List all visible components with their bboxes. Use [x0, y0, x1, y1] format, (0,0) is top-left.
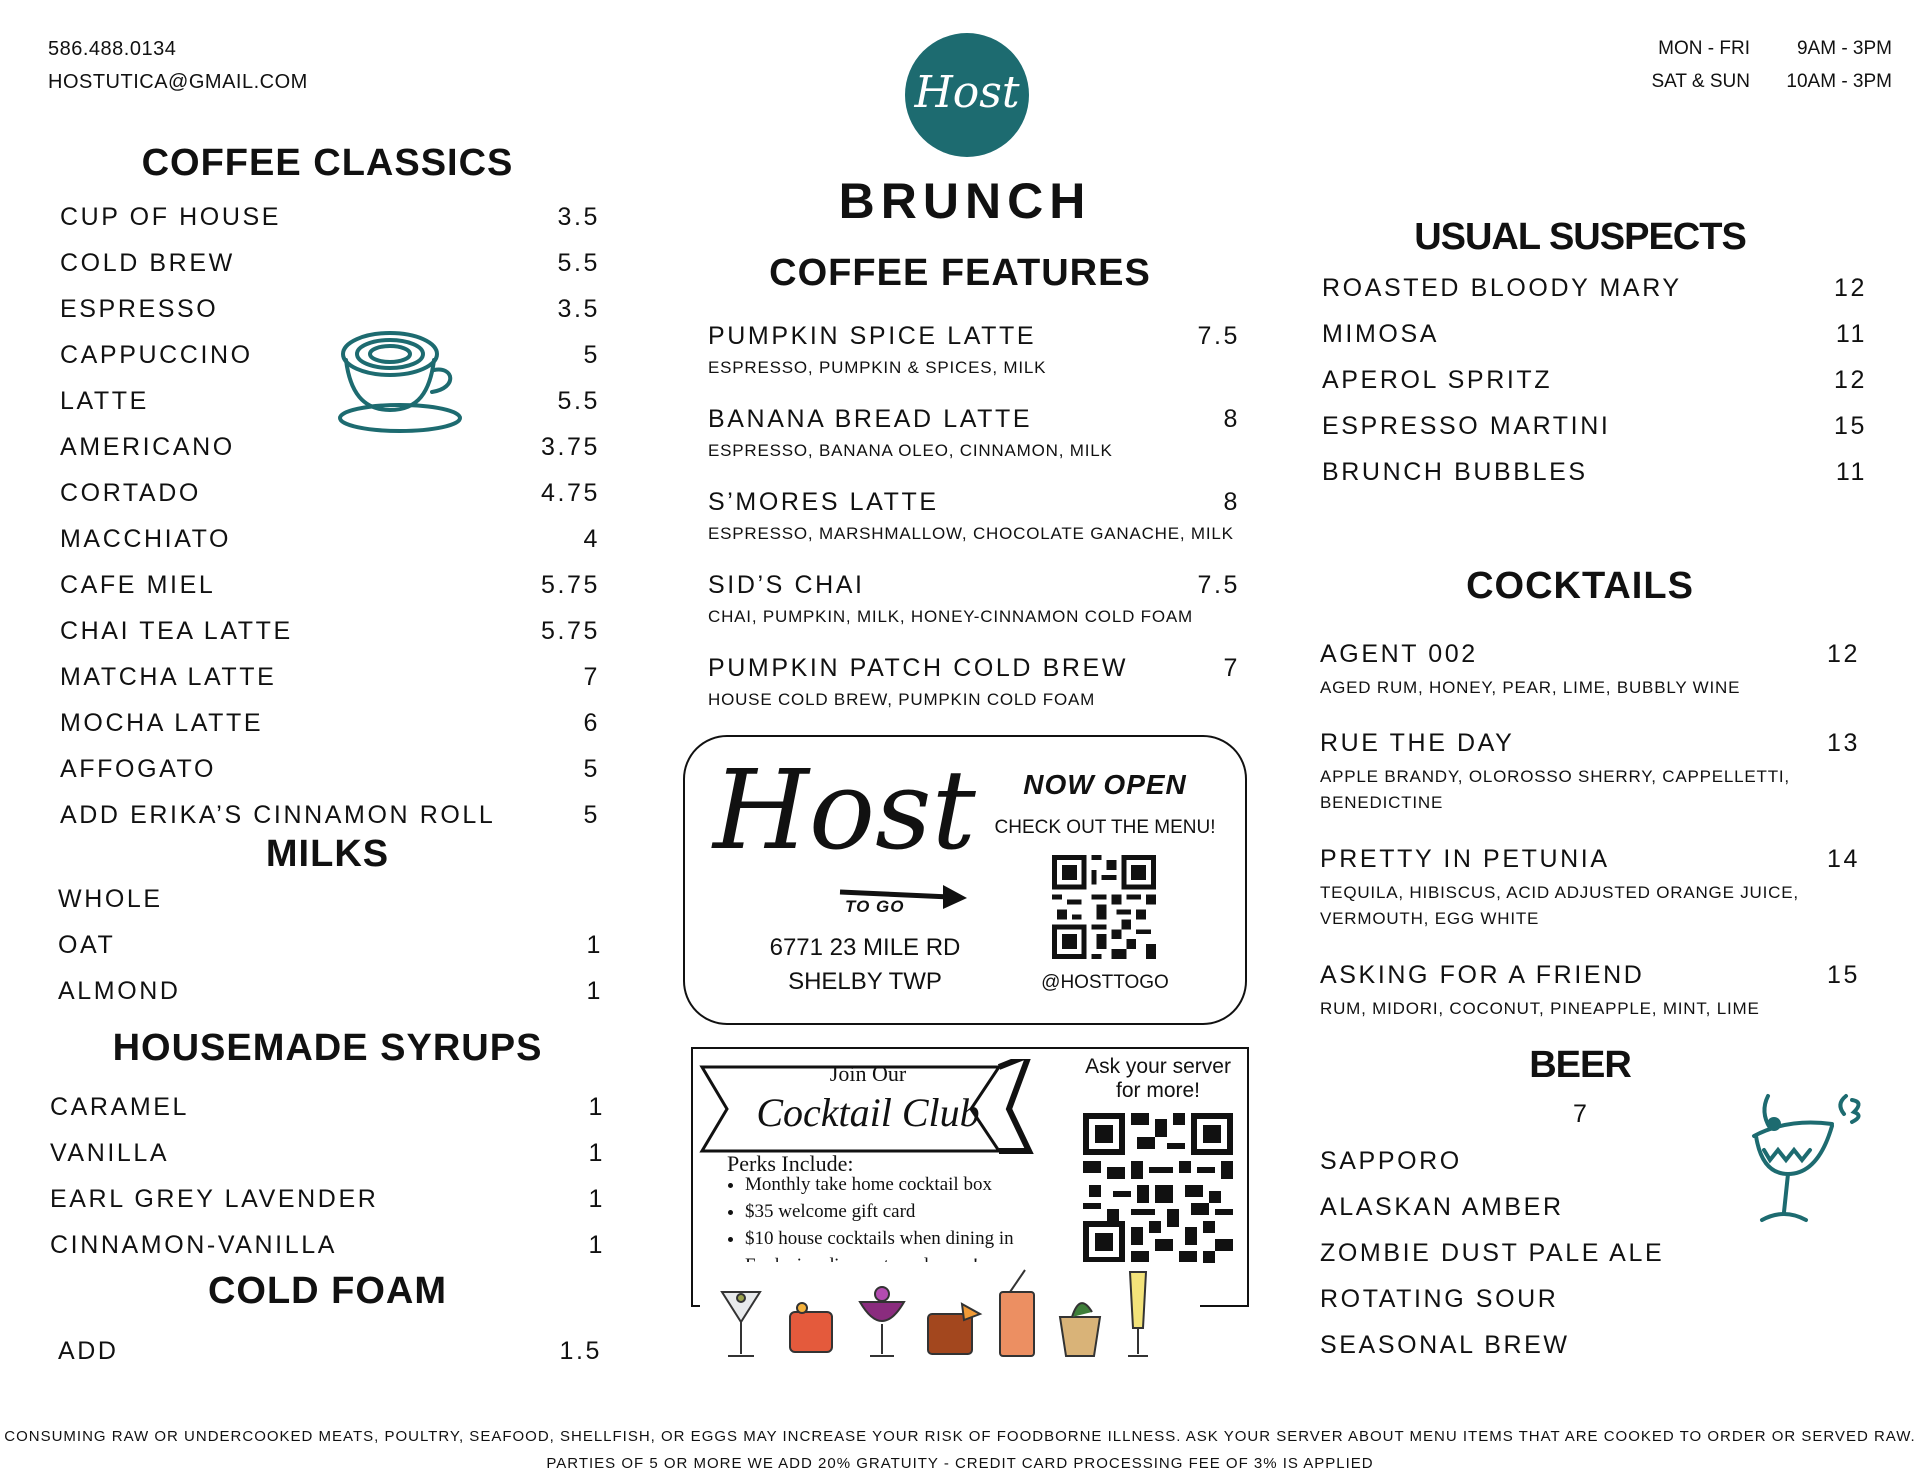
menu-item-name: RUE THE DAY [1320, 729, 1515, 757]
menu-item-name: CAPPUCCINO [60, 341, 253, 369]
menu-item-name: PRETTY IN PETUNIA [1320, 845, 1610, 873]
menu-item-name: CAFE MIEL [60, 571, 216, 599]
menu-item [60, 617, 600, 646]
menu-item-name: VANILLA [50, 1139, 170, 1167]
menu-item-name: PUMPKIN PATCH COLD BREW [708, 654, 1129, 682]
hours-days: MON - FRI [1658, 38, 1750, 59]
menu-item [60, 801, 600, 830]
menu-item-price: 1 [586, 931, 603, 959]
menu-item-name: OAT [58, 931, 116, 959]
menu-item-name: CINNAMON-VANILLA [50, 1231, 338, 1259]
menu-item-name: MACCHIATO [60, 525, 232, 553]
menu-item-price: 8 [1223, 405, 1240, 433]
beer-item: SEASONAL BREW [1320, 1331, 1570, 1359]
menu-item-name: PUMPKIN SPICE LATTE [708, 322, 1037, 350]
milks-title: MILKS [265, 833, 390, 875]
menu-item-name: S’MORES LATTE [708, 488, 939, 516]
menu-item [50, 1185, 605, 1214]
host-to-go-logo: Host [713, 746, 976, 874]
menu-item [1322, 366, 1867, 395]
menu-item-price: 11 [1835, 320, 1867, 348]
menu-item [1320, 961, 1860, 990]
menu-item-price: 11 [1835, 458, 1867, 486]
syrups-title: HOUSEMADE SYRUPS [112, 1027, 543, 1069]
menu-item-description: TEQUILA, HIBISCUS, ACID ADJUSTED ORANGE JUICE, [1320, 883, 1799, 902]
cocktail-glass-icon [1748, 1088, 1868, 1230]
host-to-go-handle[interactable]: @HOSTTOGO [1041, 972, 1169, 993]
menu-item [1322, 458, 1867, 487]
host-to-go-address1: 6771 23 MILE RD [769, 934, 961, 961]
menu-item [1322, 412, 1867, 441]
menu-item [60, 249, 600, 278]
coffee-cup-icon [338, 330, 468, 435]
menu-item [1322, 320, 1867, 349]
hours-time: 10AM - 3PM [1786, 71, 1892, 92]
flute-glass-icon [1128, 1272, 1148, 1356]
menu-item-description: HOUSE COLD BREW, PUMPKIN COLD FOAM [708, 690, 1096, 709]
menu-item-price: 12 [1833, 366, 1867, 394]
menu-item [1322, 274, 1867, 303]
beer-price: 7 [1573, 1100, 1587, 1128]
cocktails-title: COCKTAILS [1466, 565, 1694, 607]
menu-item-price: 1 [588, 1185, 605, 1213]
menu-item-price: 14 [1826, 845, 1860, 873]
menu-item-price: 5 [583, 755, 600, 783]
menu-item-name: AGENT 002 [1320, 640, 1478, 668]
perks-title: Perks Include: [727, 1151, 854, 1176]
menu-item-name: WHOLE [58, 885, 163, 913]
menu-item [708, 571, 1240, 600]
menu-item-price: 1.5 [559, 1337, 602, 1365]
perk-item: • $35 welcome gift card [745, 1198, 1014, 1225]
martini-glass-icon [722, 1292, 760, 1356]
menu-item-name: CORTADO [60, 479, 201, 507]
menu-item-name: ADD ERIKA’S CINNAMON ROLL [60, 801, 496, 829]
menu-item-name: MATCHA LATTE [60, 663, 277, 691]
now-open-label: NOW OPEN [1023, 769, 1187, 800]
menu-item-name: ESPRESSO [60, 295, 219, 323]
menu-item-price: 8 [1223, 488, 1240, 516]
menu-item-price: 1 [588, 1093, 605, 1121]
menu-item-price: 1 [588, 1231, 605, 1259]
menu-item [60, 571, 600, 600]
host-to-go-subtext: TO GO [845, 897, 905, 916]
menu-item [1320, 729, 1860, 758]
menu-item-price: 3.75 [540, 433, 600, 461]
menu-item-price: 5.75 [540, 571, 600, 599]
menu-item-name: APEROL SPRITZ [1322, 366, 1553, 394]
menu-item-name: ESPRESSO MARTINI [1322, 412, 1611, 440]
menu-item-description: VERMOUTH, EGG WHITE [1320, 909, 1540, 928]
menu-item [60, 479, 600, 508]
hours-days: SAT & SUN [1651, 71, 1750, 92]
menu-item [60, 341, 600, 370]
host-to-go-address2: SHELBY TWP [788, 968, 942, 995]
menu-item-description: ESPRESSO, PUMPKIN & SPICES, MILK [708, 358, 1047, 377]
menu-item-price: 7.5 [1197, 322, 1240, 350]
menu-item [1320, 640, 1860, 669]
menu-item [58, 885, 603, 914]
host-logo [905, 33, 1029, 157]
beer-item: ROTATING SOUR [1320, 1285, 1559, 1313]
menu-item-name: MOCHA LATTE [60, 709, 264, 737]
coffee-classics-title: COFFEE CLASSICS [141, 142, 514, 184]
menu-item [58, 931, 603, 960]
menu-item-price: 5 [583, 801, 600, 829]
menu-item-description: RUM, MIDORI, COCONUT, PINEAPPLE, MINT, LIME [1320, 999, 1760, 1018]
menu-item-name: COLD BREW [60, 249, 235, 277]
menu-item-price: 15 [1833, 412, 1867, 440]
menu-item-price: 7 [1223, 654, 1240, 682]
beer-item: SAPPORO [1320, 1147, 1462, 1175]
perk-item: • $10 house cocktails when dining in [745, 1225, 1014, 1252]
menu-item-price: 5 [583, 341, 600, 369]
menu-item-name: SID’S CHAI [708, 571, 865, 599]
menu-item [60, 663, 600, 692]
menu-item [708, 405, 1240, 434]
footer-disclaimer: CONSUMING RAW OR UNDERCOOKED MEATS, POULTRY, SEAFOOD, SHELLFISH, OR EGGS MAY INCREASE YOUR RISK OF FOODBORNE ILLNESS. ASK YOUR SERVER ABOUT MENU ITEMS THAT ARE COOKED TO ORDER OR SERVED RAW. [4, 1428, 1916, 1445]
menu-item [60, 433, 600, 462]
menu-item-description: CHAI, PUMPKIN, MILK, HONEY-CINNAMON COLD FOAM [708, 607, 1193, 626]
host-logo-text: Host [914, 67, 1020, 118]
menu-item [60, 709, 600, 738]
menu-item-description: ESPRESSO, BANANA OLEO, CINNAMON, MILK [708, 441, 1113, 460]
menu-item-price: 4 [583, 525, 600, 553]
menu-item-price: 5.5 [557, 249, 600, 277]
menu-item [708, 654, 1240, 683]
menu-item-price: 5.75 [540, 617, 600, 645]
menu-item-price: 3.5 [557, 295, 600, 323]
menu-item [50, 1231, 605, 1260]
menu-item-price: 13 [1826, 729, 1860, 757]
qr-code-icon[interactable] [1083, 1113, 1233, 1263]
footer-gratuity: PARTIES OF 5 OR MORE WE ADD 20% GRATUITY - CREDIT CARD PROCESSING FEE OF 3% IS APPLIED [546, 1455, 1374, 1472]
beer-title: BEER [1529, 1044, 1631, 1086]
menu-item [60, 755, 600, 784]
menu-item-name: BRUNCH BUBBLES [1322, 458, 1588, 486]
beer-item: ZOMBIE DUST PALE ALE [1320, 1239, 1665, 1267]
menu-item-description: AGED RUM, HONEY, PEAR, LIME, BUBBLY WINE [1320, 678, 1741, 697]
menu-item [708, 488, 1240, 517]
beer-item: ALASKAN AMBER [1320, 1193, 1564, 1221]
menu-item-description: APPLE BRANDY, OLOROSSO SHERRY, CAPPELLETTI, [1320, 767, 1790, 786]
cocktail-illustrations [700, 1262, 1200, 1374]
menu-item-price: 7.5 [1197, 571, 1240, 599]
menu-item [60, 387, 600, 416]
menu-item-name: ASKING FOR A FRIEND [1320, 961, 1645, 989]
menu-item-name: BANANA BREAD LATTE [708, 405, 1033, 433]
menu-item-name: EARL GREY LAVENDER [50, 1185, 379, 1213]
menu-item-price: 12 [1826, 640, 1860, 668]
menu-item-name: LATTE [60, 387, 149, 415]
perk-item: • Monthly take home cocktail box [745, 1171, 1014, 1198]
menu-item [50, 1093, 605, 1122]
cold-foam-title: COLD FOAM [207, 1270, 448, 1312]
menu-item-name: MIMOSA [1322, 320, 1439, 348]
menu-item [58, 1337, 602, 1366]
menu-item [60, 295, 600, 324]
menu-item [708, 322, 1240, 351]
menu-item-price: 3.5 [557, 203, 600, 231]
menu-item-name: ROASTED BLOODY MARY [1322, 274, 1682, 302]
coffee-features-title: COFFEE FEATURES [769, 252, 1151, 294]
menu-item-name: AFFOGATO [60, 755, 216, 783]
club-name: Cocktail Club [756, 1090, 980, 1135]
host-to-go-card [683, 735, 1247, 1025]
club-ask-label: Ask your server for more! [1085, 1055, 1231, 1102]
menu-item [50, 1139, 605, 1168]
menu-item-price: 5.5 [557, 387, 600, 415]
menu-item-price: 6 [583, 709, 600, 737]
usual-suspects-title: USUAL SUSPECTS [1414, 216, 1746, 258]
menu-item-description: ESPRESSO, MARSHMALLOW, CHOCOLATE GANACHE, MILK [708, 524, 1234, 543]
hours-time: 9AM - 3PM [1796, 38, 1892, 59]
menu-item [60, 203, 600, 232]
menu-item-price: 15 [1826, 961, 1860, 989]
menu-item-name: ADD [58, 1337, 119, 1365]
menu-item-price: 7 [583, 663, 600, 691]
menu-item-name: CHAI TEA LATTE [60, 617, 293, 645]
contact-phone: 586.488.0134 [48, 38, 177, 60]
menu-item-description: BENEDICTINE [1320, 793, 1444, 812]
check-menu-label: CHECK OUT THE MENU! [994, 817, 1216, 838]
menu-item-name: AMERICANO [60, 433, 235, 461]
club-join-label: Join Our [829, 1061, 907, 1086]
menu-item-price: 4.75 [540, 479, 600, 507]
menu-item-price: 12 [1833, 274, 1867, 302]
contact-email: HOSTUTICA@GMAIL.COM [48, 71, 308, 93]
menu-item-price: 1 [586, 977, 603, 1005]
menu-item-name: CUP OF HOUSE [60, 203, 282, 231]
menu-title: BRUNCH [838, 173, 1092, 229]
menu-item-name: CARAMEL [50, 1093, 190, 1121]
menu-item [1320, 845, 1860, 874]
menu-item-price: 1 [588, 1139, 605, 1167]
menu-item [58, 977, 603, 1006]
qr-code-icon[interactable] [1052, 855, 1156, 959]
menu-item [60, 525, 600, 554]
menu-item-name: ALMOND [58, 977, 181, 1005]
